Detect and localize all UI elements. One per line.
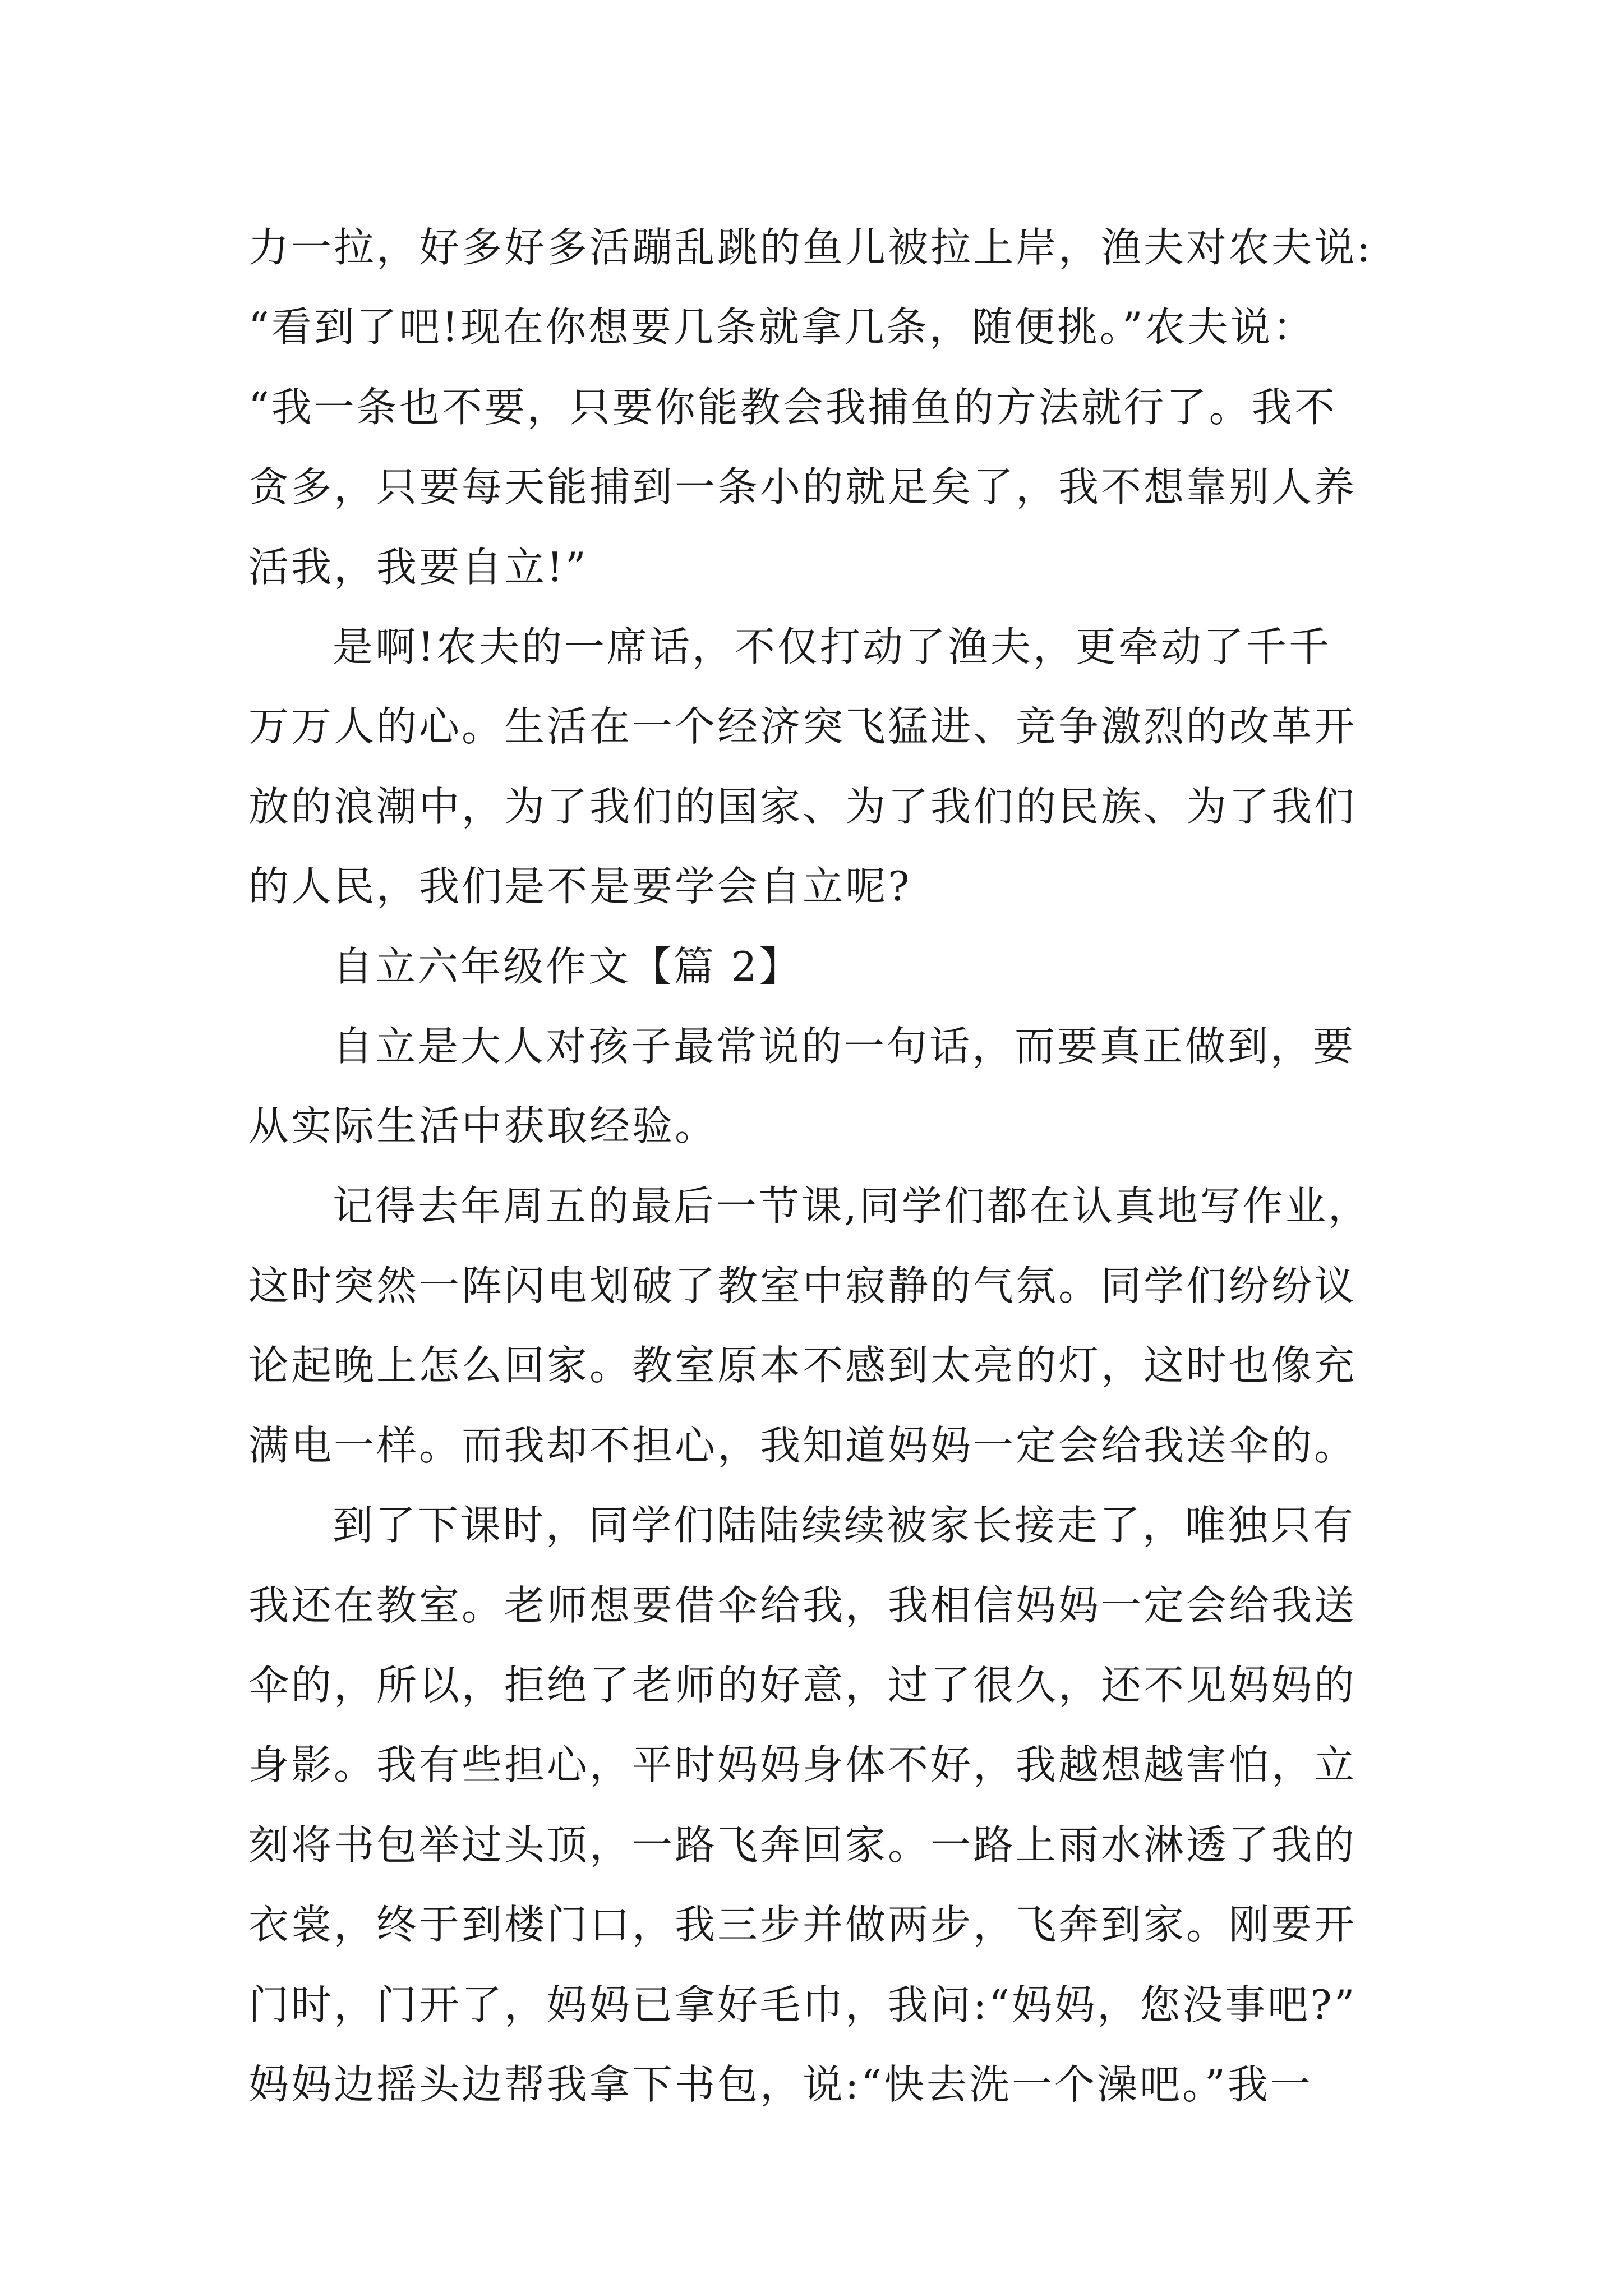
text-line: 这时突然一阵闪电划破了教室中寂静的气氛。同学们纷纷议: [248, 1262, 1357, 1310]
text-line: 我还在教室。老师想要借伞给我，我相信妈妈一定会给我送: [248, 1581, 1357, 1629]
text-line: 力一拉，好多好多活蹦乱跳的鱼儿被拉上岸，渔夫对农夫说:: [248, 224, 1373, 271]
text-line: 放的浪潮中，为了我们的国家、为了我们的民族、为了我们: [248, 783, 1357, 830]
text-line: 衣裳，终于到楼门口，我三步并做两步，飞奔到家。刚要开: [248, 1901, 1357, 1949]
text-line: 身影。我有些担心，平时妈妈身体不好，我越想越害怕，立: [248, 1741, 1357, 1789]
text-line: “我一条也不要，只要你能教会我捕鱼的方法就行了。我不: [248, 383, 1337, 431]
text-line: 自立六年级作文【篇 2】: [333, 942, 802, 990]
text-line: 刻将书包举过头顶，一路飞奔回家。一路上雨水淋透了我的: [248, 1821, 1357, 1869]
text-line: 论起晚上怎么回家。教室原本不感到太亮的灯，这时也像充: [248, 1342, 1357, 1389]
text-line: 自立是大人对孩子最常说的一句话，而要真正做到，要: [333, 1022, 1356, 1070]
text-line: 到了下课时，同学们陆陆续续被家长接走了，唯独只有: [333, 1502, 1356, 1549]
text-line: 满电一样。而我却不担心，我知道妈妈一定会给我送伞的。: [248, 1421, 1357, 1469]
text-line: 万万人的心。生活在一个经济突飞猛进、竞争激烈的改革开: [248, 703, 1357, 751]
text-line: 贪多，只要每天能捕到一条小的就足矣了，我不想靠别人养: [248, 463, 1357, 511]
text-line: “看到了吧!现在你想要几条就拿几条，随便挑。”农夫说：: [248, 303, 1316, 351]
text-line: 妈妈边摇头边帮我拿下书包，说:“快去洗一个澡吧。”我一: [248, 2060, 1313, 2108]
text-line: 的人民，我们是不是要学会自立呢?: [248, 863, 912, 910]
text-line: 是啊!农夫的一席话，不仅打动了渔夫，更牵动了千千: [333, 623, 1331, 670]
essay-text: [248, 208, 1415, 2124]
text-line: 记得去年周五的最后一节课,同学们都在认真地写作业，: [333, 1182, 1371, 1230]
text-line: 伞的，所以，拒绝了老师的好意，过了很久，还不见妈妈的: [248, 1662, 1357, 1709]
text-line: 从实际生活中获取经验。: [248, 1102, 718, 1150]
text-line: 活我，我要自立!”: [248, 543, 588, 591]
text-line: 门时，门开了，妈妈已拿好毛巾，我问:“妈妈，您没事吧?”: [248, 1981, 1357, 2028]
